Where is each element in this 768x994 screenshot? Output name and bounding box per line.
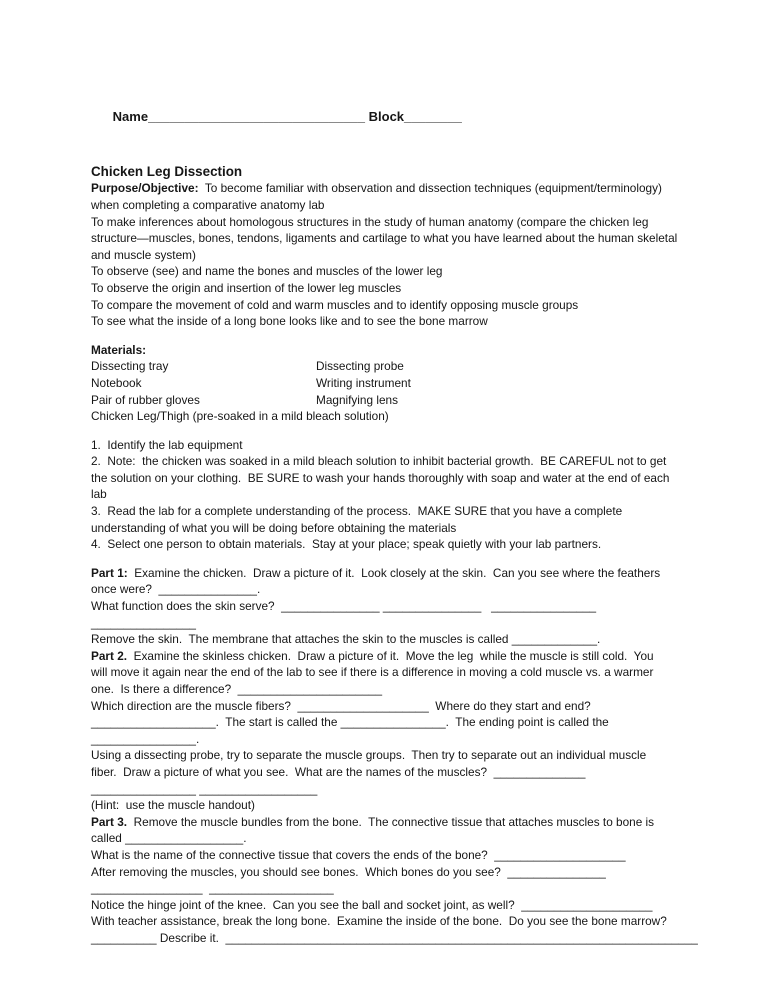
text-run: 4. Select one person to obtain materials. Stay at your place; speak quietly with your lab partners. [91, 537, 602, 552]
part-3-label: Part 3. [91, 814, 128, 829]
text-run: 1. Identify the lab equipment [91, 437, 243, 452]
text-run: What is the name of the connective tissue that covers the ends of the bone? ____________________ [91, 847, 626, 862]
text-run: called __________________. [91, 831, 247, 846]
vertical-gap [91, 330, 696, 342]
step-1 [91, 437, 696, 454]
text-line [91, 681, 696, 698]
text-line [91, 520, 696, 537]
part-2-line [91, 648, 696, 665]
materials-item: Notebook [91, 375, 142, 390]
text-run: 3. Read the lab for a complete understanding of the process. MAKE SURE that you have a complete [91, 504, 623, 519]
block-blank: ________ [404, 108, 462, 124]
text-run: ________________ [91, 615, 196, 630]
vertical-gap [91, 553, 696, 565]
text-line [91, 581, 696, 598]
text-line [91, 313, 696, 330]
text-run: one. Is there a difference? ______________________ [91, 682, 383, 696]
text-run: ___________________. The start is called the ________________. The ending point is called the [91, 715, 609, 730]
text-line [91, 598, 696, 615]
text-line [91, 913, 696, 930]
text-line [91, 247, 696, 264]
part-2-label: Part 2. [91, 648, 128, 663]
text-run: and muscle system) [91, 247, 196, 262]
text-run: fiber. Draw a picture of what you see. What are the names of the muscles? ______________ [91, 764, 586, 779]
materials-item: Dissecting tray [91, 359, 169, 374]
text-run: To see what the inside of a long bone looks like and to see the bone marrow [91, 314, 488, 329]
part-1-label: Part 1: [91, 565, 128, 580]
text-run: Remove the skin. The membrane that attaches the skin to the muscles is called _____________. [91, 632, 601, 647]
purpose-label: Purpose/Objective: [91, 181, 199, 196]
text-run: ________________. [91, 731, 200, 746]
step-4 [91, 536, 696, 553]
materials-row [91, 375, 696, 392]
text-line [91, 698, 696, 715]
document-body [91, 180, 696, 946]
part-1-line [91, 565, 696, 582]
text-line [91, 781, 696, 798]
materials-item: Dissecting probe [316, 359, 404, 374]
purpose-line [91, 180, 696, 197]
text-run: __________ Describe it. ________________________________________________________________________ [91, 930, 698, 945]
block-label: Block [368, 108, 405, 124]
text-line [91, 280, 696, 297]
text-line [91, 830, 696, 847]
text-run: Examine the skinless chicken. Draw a picture of it. Move the leg while the muscle is still cold. You [127, 648, 654, 663]
document-content [91, 92, 696, 947]
text-line [91, 797, 696, 814]
text-run: To compare the movement of cold and warm muscles and to identify opposing muscle groups [91, 297, 579, 312]
text-run: To make inferences about homologous structures in the study of human anatomy (compare the chicken leg [91, 214, 649, 229]
text-run: when completing a comparative anatomy lab [91, 197, 325, 212]
text-run: To become familiar with observation and dissection techniques (equipment/terminology) [198, 181, 662, 196]
text-run: (Hint: use the muscle handout) [91, 798, 255, 813]
text-line [91, 470, 696, 487]
header-gap [91, 142, 696, 164]
text-line [91, 714, 696, 731]
text-line [91, 880, 696, 897]
name-blank: ______________________________ [148, 108, 365, 124]
text-run: once were? _______________. [91, 582, 261, 597]
text-run: Remove the muscle bundles from the bone. The connective tissue that attaches muscles to bone is [127, 814, 655, 829]
part-3-line [91, 814, 696, 831]
text-run: will move it again near the end of the lab to see if there is a difference in moving a cold muscle vs. a warmer [91, 665, 654, 680]
text-line [91, 197, 696, 214]
text-line [91, 847, 696, 864]
document-title: Chicken Leg Dissection [91, 163, 243, 179]
text-line [91, 747, 696, 764]
name-block-line [91, 92, 696, 142]
text-run: structure—muscles, bones, tendons, ligaments and cartilage to what you have learned about the human skeletal [91, 231, 678, 246]
text-run: Chicken Leg/Thigh (pre-soaked in a mild bleach solution) [91, 409, 389, 424]
text-run: ________________ __________________ [91, 781, 318, 796]
step-3 [91, 503, 696, 520]
text-run: _________________ ___________________ [91, 881, 334, 896]
text-run: To observe (see) and name the bones and muscles of the lower leg [91, 264, 443, 279]
materials-item: Writing instrument [316, 375, 411, 390]
materials-item: Magnifying lens [316, 392, 398, 407]
text-run: the solution on your clothing. BE SURE to wash your hands thoroughly with soap and water at the end of each [91, 470, 670, 485]
text-run: Notice the hinge joint of the knee. Can you see the ball and socket joint, as well? ____________________ [91, 897, 653, 912]
text-line [91, 631, 696, 648]
text-line [91, 615, 696, 632]
text-line [91, 297, 696, 314]
materials-row [91, 392, 696, 409]
text-line [91, 214, 696, 231]
text-run: To observe the origin and insertion of the lower leg muscles [91, 280, 402, 295]
text-run: lab [91, 487, 107, 502]
text-line [91, 230, 696, 247]
text-line [91, 731, 696, 748]
text-line [91, 930, 696, 947]
text-run: After removing the muscles, you should see bones. Which bones do you see? _______________ [91, 864, 606, 879]
vertical-gap [91, 425, 696, 437]
text-line [91, 664, 696, 681]
bold-text: Materials: [91, 342, 147, 357]
text-line [91, 897, 696, 914]
text-run: 2. Note: the chicken was soaked in a mild bleach solution to inhibit bacterial growth. BE CAREFUL not to get [91, 454, 667, 469]
text-run: Using a dissecting probe, try to separate the muscle groups. Then try to separate out an individual muscle [91, 748, 647, 763]
text-run: With teacher assistance, break the long bone. Examine the inside of the bone. Do you see the bone marrow? [91, 914, 667, 929]
step-2 [91, 453, 696, 470]
text-line [91, 764, 696, 781]
text-run: Which direction are the muscle fibers? ____________________ Where do they start and end? [91, 698, 591, 713]
name-label: Name [112, 108, 149, 124]
materials-row [91, 358, 696, 375]
text-line [91, 864, 696, 881]
text-line [91, 408, 696, 425]
text-run: understanding of what you will be doing before obtaining the materials [91, 520, 457, 535]
text-line [91, 486, 696, 503]
text-run: What function does the skin serve? _______________ _______________ ________________ [91, 599, 597, 614]
materials-item: Pair of rubber gloves [91, 392, 200, 407]
materials-heading [91, 342, 696, 359]
text-run: Examine the chicken. Draw a picture of it. Look closely at the skin. Can you see where the feathers [127, 565, 661, 580]
text-line [91, 263, 696, 280]
